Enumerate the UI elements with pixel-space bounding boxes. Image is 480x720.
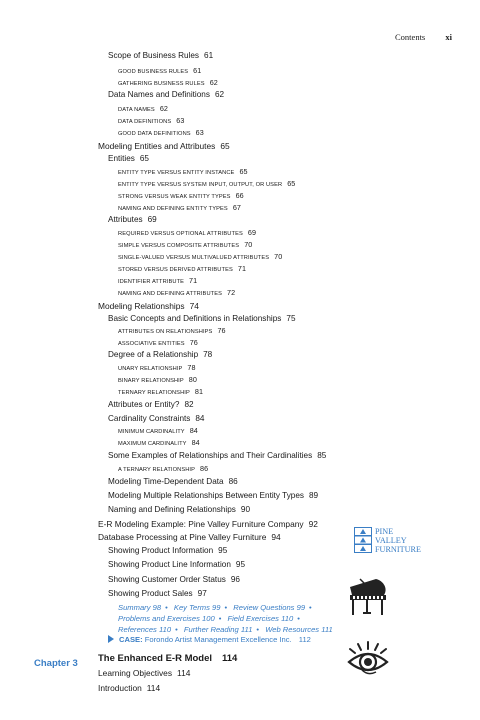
toc-entry[interactable] [118,427,198,436]
chapter-title-line [98,653,237,664]
toc-entry[interactable] [118,364,196,373]
case-page: 112 [298,635,311,644]
toc-entry-title: Basic Concepts and Definitions in Relationships [108,314,282,323]
toc-entry-page: 65 [139,154,149,163]
toc-entry-title: Cardinality Constraints [108,414,191,423]
toc-entry[interactable] [118,277,197,286]
toc-entry[interactable] [98,302,199,310]
toc-entry-title: ATTRIBUTES ON RELATIONSHIPS [118,329,213,335]
toc-entry[interactable] [118,439,200,448]
toc-entry[interactable] [98,533,281,541]
toc-entry-page: 94 [271,532,281,542]
toc-entry-page: 75 [286,314,296,323]
toc-entry[interactable] [118,289,235,298]
toc-entry[interactable] [108,506,250,514]
toc-entry-page: 84 [189,426,198,435]
toc-entry-title: Showing Product Information [108,546,214,555]
toc-entry-page: 61 [193,66,202,75]
toc-entry-title: A TERNARY RELATIONSHIP [118,467,196,473]
toc-entry-page: 95 [218,546,228,555]
end-matter-line-3: References 110 • Further Reading 111 • Web Resources 111 [118,625,333,634]
toc-entry-page: 63 [176,116,185,125]
eye-icon [346,640,390,680]
toc-entry-page: 86 [228,477,238,486]
toc-entry[interactable] [118,67,201,76]
toc-entry[interactable] [118,376,197,385]
toc-entry-title: Showing Product Sales [108,589,193,598]
toc-entry-page: 80 [188,375,197,384]
toc-entry-title: ASSOCIATIVE ENTITIES [118,341,185,347]
toc-entry[interactable] [108,478,238,486]
toc-entry-page: 63 [195,128,204,137]
toc-entry-title: E-R Modeling Example: Pine Valley Furniture Company [98,519,304,529]
chapter-heading[interactable] [34,653,238,671]
toc-entry-page: 78 [203,350,213,359]
toc-entry[interactable] [108,590,207,598]
toc-entry[interactable] [108,52,213,60]
toc-entry-title: STRONG VERSUS WEAK ENTITY TYPES [118,194,231,200]
toc-entry-title: MAXIMUM CARDINALITY [118,441,187,447]
toc-entry-page: 69 [247,228,257,237]
toc-entry-page: 76 [189,338,198,347]
toc-entry-page: 95 [235,560,245,569]
toc-entry-page: 70 [244,240,253,249]
pine-tree-icon [354,527,372,553]
toc-entry-title: BINARY RELATIONSHIP [118,378,184,384]
toc-entry-title: Scope of Business Rules [108,51,200,60]
toc-entry-title: Attributes [108,215,143,224]
toc-entry[interactable] [118,339,198,348]
toc-entry[interactable]: Introduction 114 [98,683,161,693]
toc-entry-page: 82 [184,400,194,409]
grand-piano-icon [346,575,390,619]
page-header [395,32,452,42]
toc-entry[interactable] [108,216,157,224]
toc-entry-title: Naming and Defining Relationships [108,505,236,514]
toc-entry[interactable] [118,327,226,336]
toc-entry-title: NAMING AND DEFINING ENTITY TYPES [118,206,228,212]
toc-entry-page: 86 [200,464,209,473]
toc-entry-page: 61 [204,51,214,60]
toc-entry-page: 85 [317,451,327,460]
toc-entry[interactable] [118,253,282,262]
toc-entry-page: 65 [287,179,296,188]
toc-entry[interactable] [108,547,227,555]
toc-entry-page: 69 [147,215,157,224]
toc-entry-page: 96 [230,575,240,584]
toc-entry-title: ENTITY TYPE VERSUS ENTITY INSTANCE [118,170,235,176]
toc-entry-page: 67 [232,203,242,212]
toc-entry-title: Showing Product Line Information [108,560,231,569]
toc-entry-page: 71 [237,264,247,273]
toc-entry[interactable] [98,142,230,150]
end-matter-item[interactable]: Field Exercises 110 [227,614,294,623]
header-page-number: xi [445,32,452,42]
toc-entry[interactable] [108,155,149,163]
toc-entry-page: 71 [189,276,198,285]
toc-entry[interactable] [118,79,218,88]
end-matter-item[interactable]: Further Reading 111 [183,625,253,634]
toc-entry-page: 66 [235,191,244,200]
toc-entry[interactable]: Learning Objectives 114 [98,668,191,678]
toc-entry-page: 70 [274,252,283,261]
end-matter-line-1: Summary 98 • Key Terms 99 • Review Questions 99 • [118,603,312,612]
chapter-title: The Enhanced E-R Model [98,653,213,664]
toc-entry-page: 84 [191,438,200,447]
case-label: CASE: [119,635,143,644]
toc-entry[interactable] [108,492,318,500]
toc-entry-title: Showing Customer Order Status [108,575,226,584]
toc-entry-title: Modeling Multiple Relationships Between Entity Types [108,491,304,500]
toc-entry[interactable] [108,351,212,359]
toc-entry-title: Some Examples of Relationships and Their Cardinalities [108,451,313,460]
case-title: Forondo Artist Management Excellence Inc. [144,635,292,644]
chapter-page: 114 [222,653,238,664]
toc-entry-page: 84 [195,414,205,423]
toc-entry-title: Attributes or Entity? [108,400,180,409]
toc-entry-title: Modeling Relationships [98,301,185,311]
toc-entry[interactable] [108,401,194,409]
toc-entry-page: 81 [194,387,204,396]
toc-entry-page: 65 [239,167,248,176]
toc-entry-title: SIMPLE VERSUS COMPOSITE ATTRIBUTES [118,243,240,249]
toc-entry[interactable] [108,91,224,99]
toc-entry[interactable] [118,180,295,189]
end-matter-item[interactable]: Problems and Exercises 100 [118,614,215,623]
chapter-label: Chapter 3 [34,658,78,669]
toc-entry[interactable] [108,561,245,569]
toc-entry[interactable] [108,415,204,423]
toc-entry-title: DATA NAMES [118,107,155,113]
toc-entry-page: 62 [159,104,169,113]
toc-entry-page: 72 [227,288,236,297]
toc-entry-page: 62 [214,90,225,99]
toc-entry-title: NAMING AND DEFINING ATTRIBUTES [118,291,223,297]
toc-entry-page: 65 [220,141,230,151]
toc-entry[interactable] [118,241,252,250]
triangle-right-icon [108,635,114,643]
toc-entry[interactable] [108,576,240,584]
toc-entry-title: UNARY RELATIONSHIP [118,366,183,372]
toc-entry-title: SINGLE-VALUED VERSUS MULTIVALUED ATTRIBUTES [118,255,270,261]
toc-entry-title: Modeling Entities and Attributes [98,141,216,151]
toc-entry[interactable] [108,315,296,323]
end-matter-line-2: Problems and Exercises 100 • Field Exercises 110 • [118,614,300,623]
toc-entry-title: GATHERING BUSINESS RULES [118,81,205,87]
toc-entry-title: Database Processing at Pine Valley Furniture [98,532,267,542]
toc-entry-title: GOOD BUSINESS RULES [118,69,189,75]
header-label: Contents [395,32,426,42]
toc-entry-title: MINIMUM CARDINALITY [118,429,185,435]
toc-entry-title: Degree of a Relationship [108,350,199,359]
toc-entry-title: Data Names and Definitions [108,90,210,99]
toc-entry-page: 74 [189,301,199,311]
toc-entry-title: Modeling Time-Dependent Data [108,477,224,486]
toc-entry[interactable] [118,229,256,238]
toc-entry[interactable] [118,117,184,126]
toc-entry[interactable] [118,105,168,114]
case-entry[interactable] [108,635,311,644]
toc-entry[interactable] [98,520,318,528]
end-matter-item[interactable]: Key Terms 99 [173,603,221,612]
toc-entry[interactable] [118,129,204,138]
toc-entry-title: Entities [108,154,135,163]
end-matter-item[interactable]: References 110 [118,625,172,634]
toc-entry-page: 76 [217,326,226,335]
toc-entry-page: 97 [197,589,207,598]
toc-entry-title: REQUIRED VERSUS OPTIONAL ATTRIBUTES [118,231,243,237]
toc-entry[interactable] [118,168,248,177]
toc-entry-title: ENTITY TYPE VERSUS SYSTEM INPUT, OUTPUT, OR USER [118,182,283,188]
toc-entry-page: 92 [308,519,318,529]
logo-text: PINE VALLEY FURNITURE [375,527,421,554]
toc-entry[interactable] [118,388,203,397]
toc-entry-page: 62 [209,78,218,87]
toc-entry-page: 78 [187,363,196,372]
toc-entry[interactable] [108,452,326,460]
toc-entry[interactable] [118,465,208,474]
toc-entry-page: 89 [309,491,319,500]
toc-entry[interactable] [118,204,241,213]
end-matter-item[interactable]: Summary 98 [118,603,162,612]
end-matter-item[interactable]: Review Questions 99 [233,603,306,612]
toc-entry-title: TERNARY RELATIONSHIP [118,390,190,396]
toc-entry-title: IDENTIFIER ATTRIBUTE [118,279,185,285]
toc-entry-page: 90 [240,505,250,514]
pine-valley-logo [354,527,421,558]
end-matter-item[interactable]: Web Resources 111 [265,625,333,634]
toc-entry-title: GOOD DATA DEFINITIONS [118,131,191,137]
toc-entry-title: DATA DEFINITIONS [118,119,172,125]
toc-entry[interactable] [118,265,246,274]
toc-entry[interactable] [118,192,244,201]
toc-entry-title: STORED VERSUS DERIVED ATTRIBUTES [118,267,233,273]
